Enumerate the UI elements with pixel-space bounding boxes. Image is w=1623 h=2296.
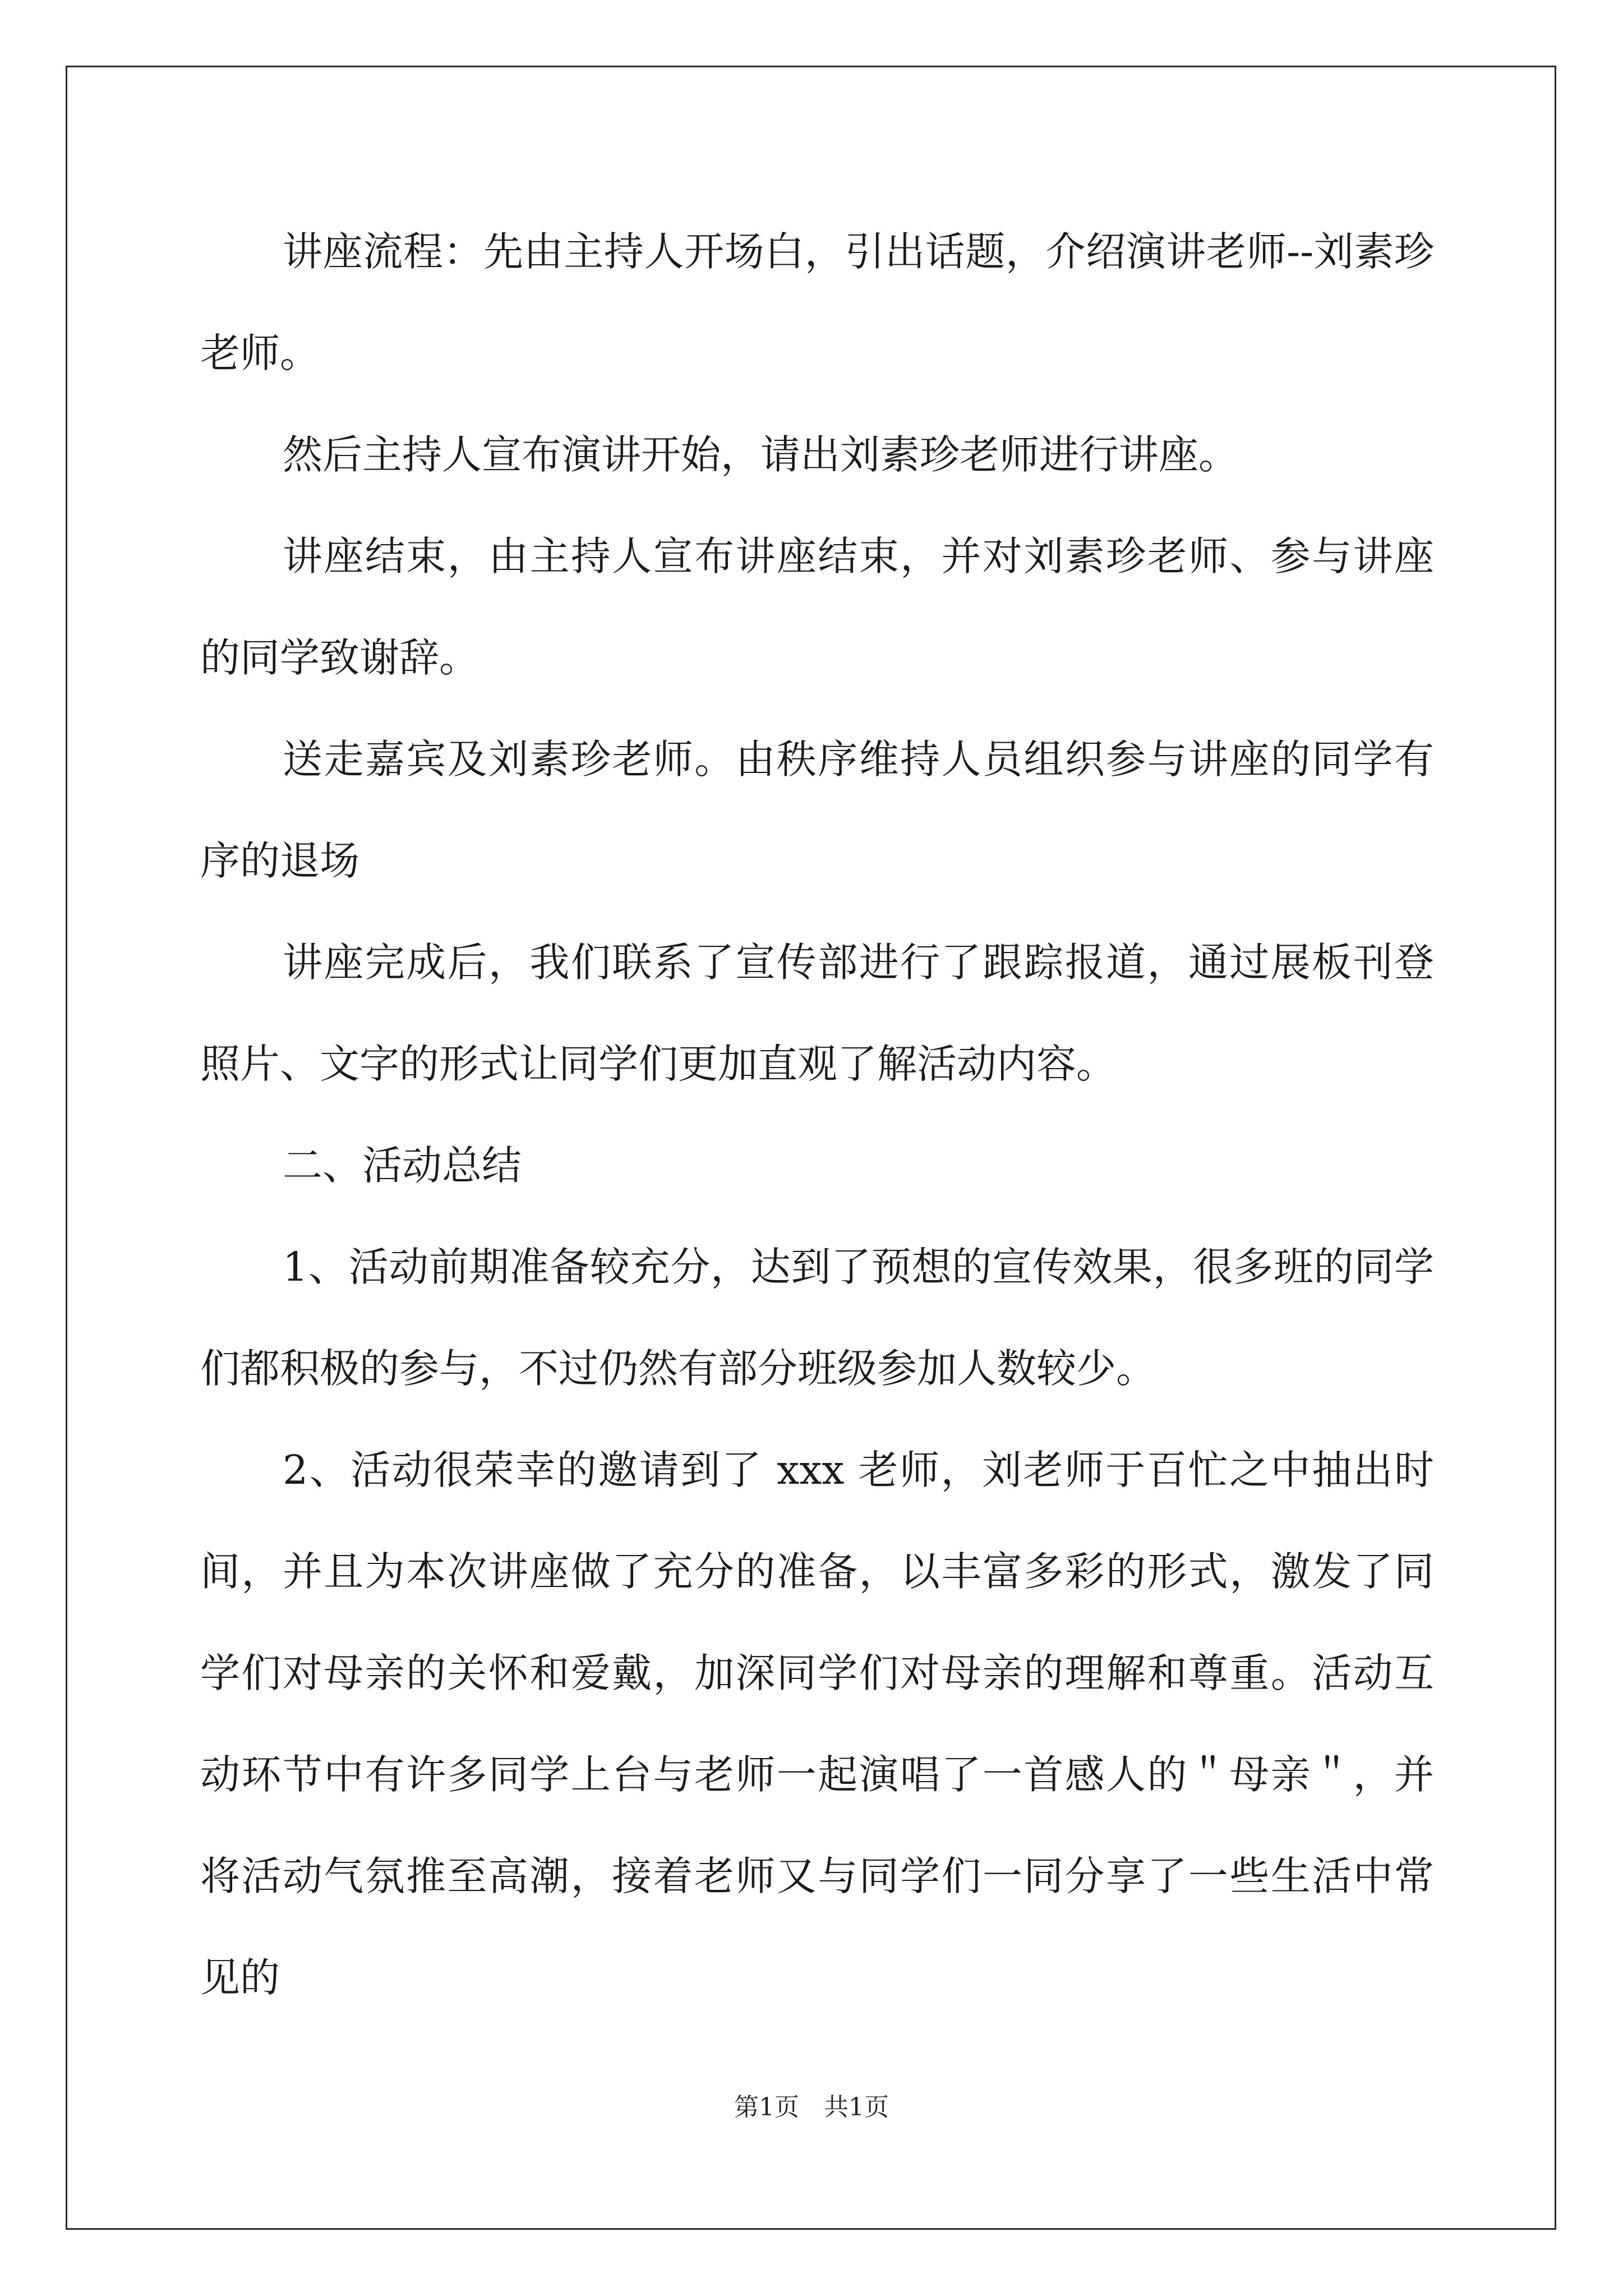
paragraph: 二、活动总结 — [283, 1142, 522, 1189]
document-body — [200, 201, 1434, 2028]
paragraph: 2、活动很荣幸的邀请到了 xxx 老师，刘老师于百忙之中抽出时间，并且为本次讲座做了充分的准备，以丰富多彩的形式，激发了同学们对母亲的关怀和爱戴，加深同学们对母亲的理解和尊重。活动互动环节中有许多同学上台与老师一起演唱了一首感人的＂母亲＂，并将活动气氛推至高潮，接着老师又与同学们一同分享了一些生活中常见的 — [200, 1447, 1434, 2001]
paragraph: 然后主持人宣布演讲开始，请出刘素珍老师进行讲座。 — [283, 431, 1239, 478]
paragraph: 1、活动前期准备较充分，达到了预想的宣传效果，很多班的同学们都积极的参与，不过仍然有部分班级参加人数较少。 — [200, 1244, 1434, 1392]
paragraph: 讲座结束，由主持人宣布讲座结束，并对刘素珍老师、参与讲座的同学致谢辞。 — [200, 533, 1434, 681]
paragraph: 讲座流程：先由主持人开场白，引出话题，介绍演讲老师--刘素珍老师。 — [200, 228, 1434, 376]
page-footer: 第1页 共1页 — [734, 2093, 889, 2122]
paragraph: 送走嘉宾及刘素珍老师。由秩序维持人员组织参与讲座的同学有序的退场 — [200, 736, 1434, 884]
paragraph: 讲座完成后，我们联系了宣传部进行了跟踪报道，通过展板刊登照片、文字的形式让同学们更加直观了解活动内容。 — [200, 939, 1434, 1087]
